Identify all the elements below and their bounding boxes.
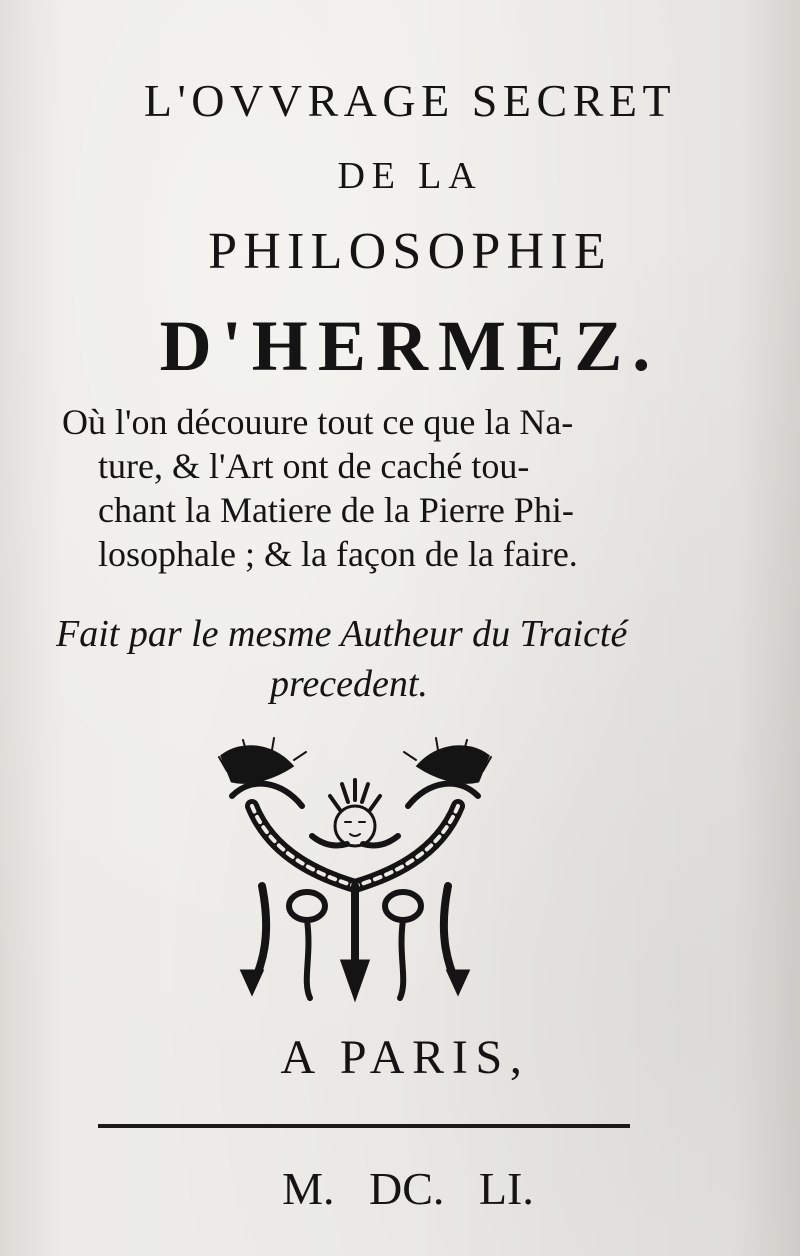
subtitle-line-2: ture, & l'Art ont de caché tou- (98, 446, 530, 486)
subtitle-line-3: chant la Matiere de la Pierre Phi- (98, 490, 574, 530)
title-line-3: PHILOSOPHIE (208, 223, 612, 280)
title-line-2: DE LA (337, 155, 483, 197)
imprint-place: A PARIS, (280, 1031, 530, 1084)
title-line-4: D'HERMEZ. (159, 306, 661, 386)
subtitle-line-4: losophale ; & la façon de la faire. (98, 534, 578, 574)
author-line-2: precedent. (270, 663, 428, 705)
title-line-1: L'OVVRAGE SECRET (143, 75, 677, 126)
imprint-date: M. DC. LI. (282, 1163, 534, 1214)
divider-rule (98, 1124, 630, 1128)
woodcut-cherub-garland-icon (212, 736, 498, 1004)
subtitle-line-1: Où l'on découure tout ce que la Na- (62, 402, 574, 442)
author-line-1: Fait par le mesme Autheur du Traicté (56, 613, 628, 655)
